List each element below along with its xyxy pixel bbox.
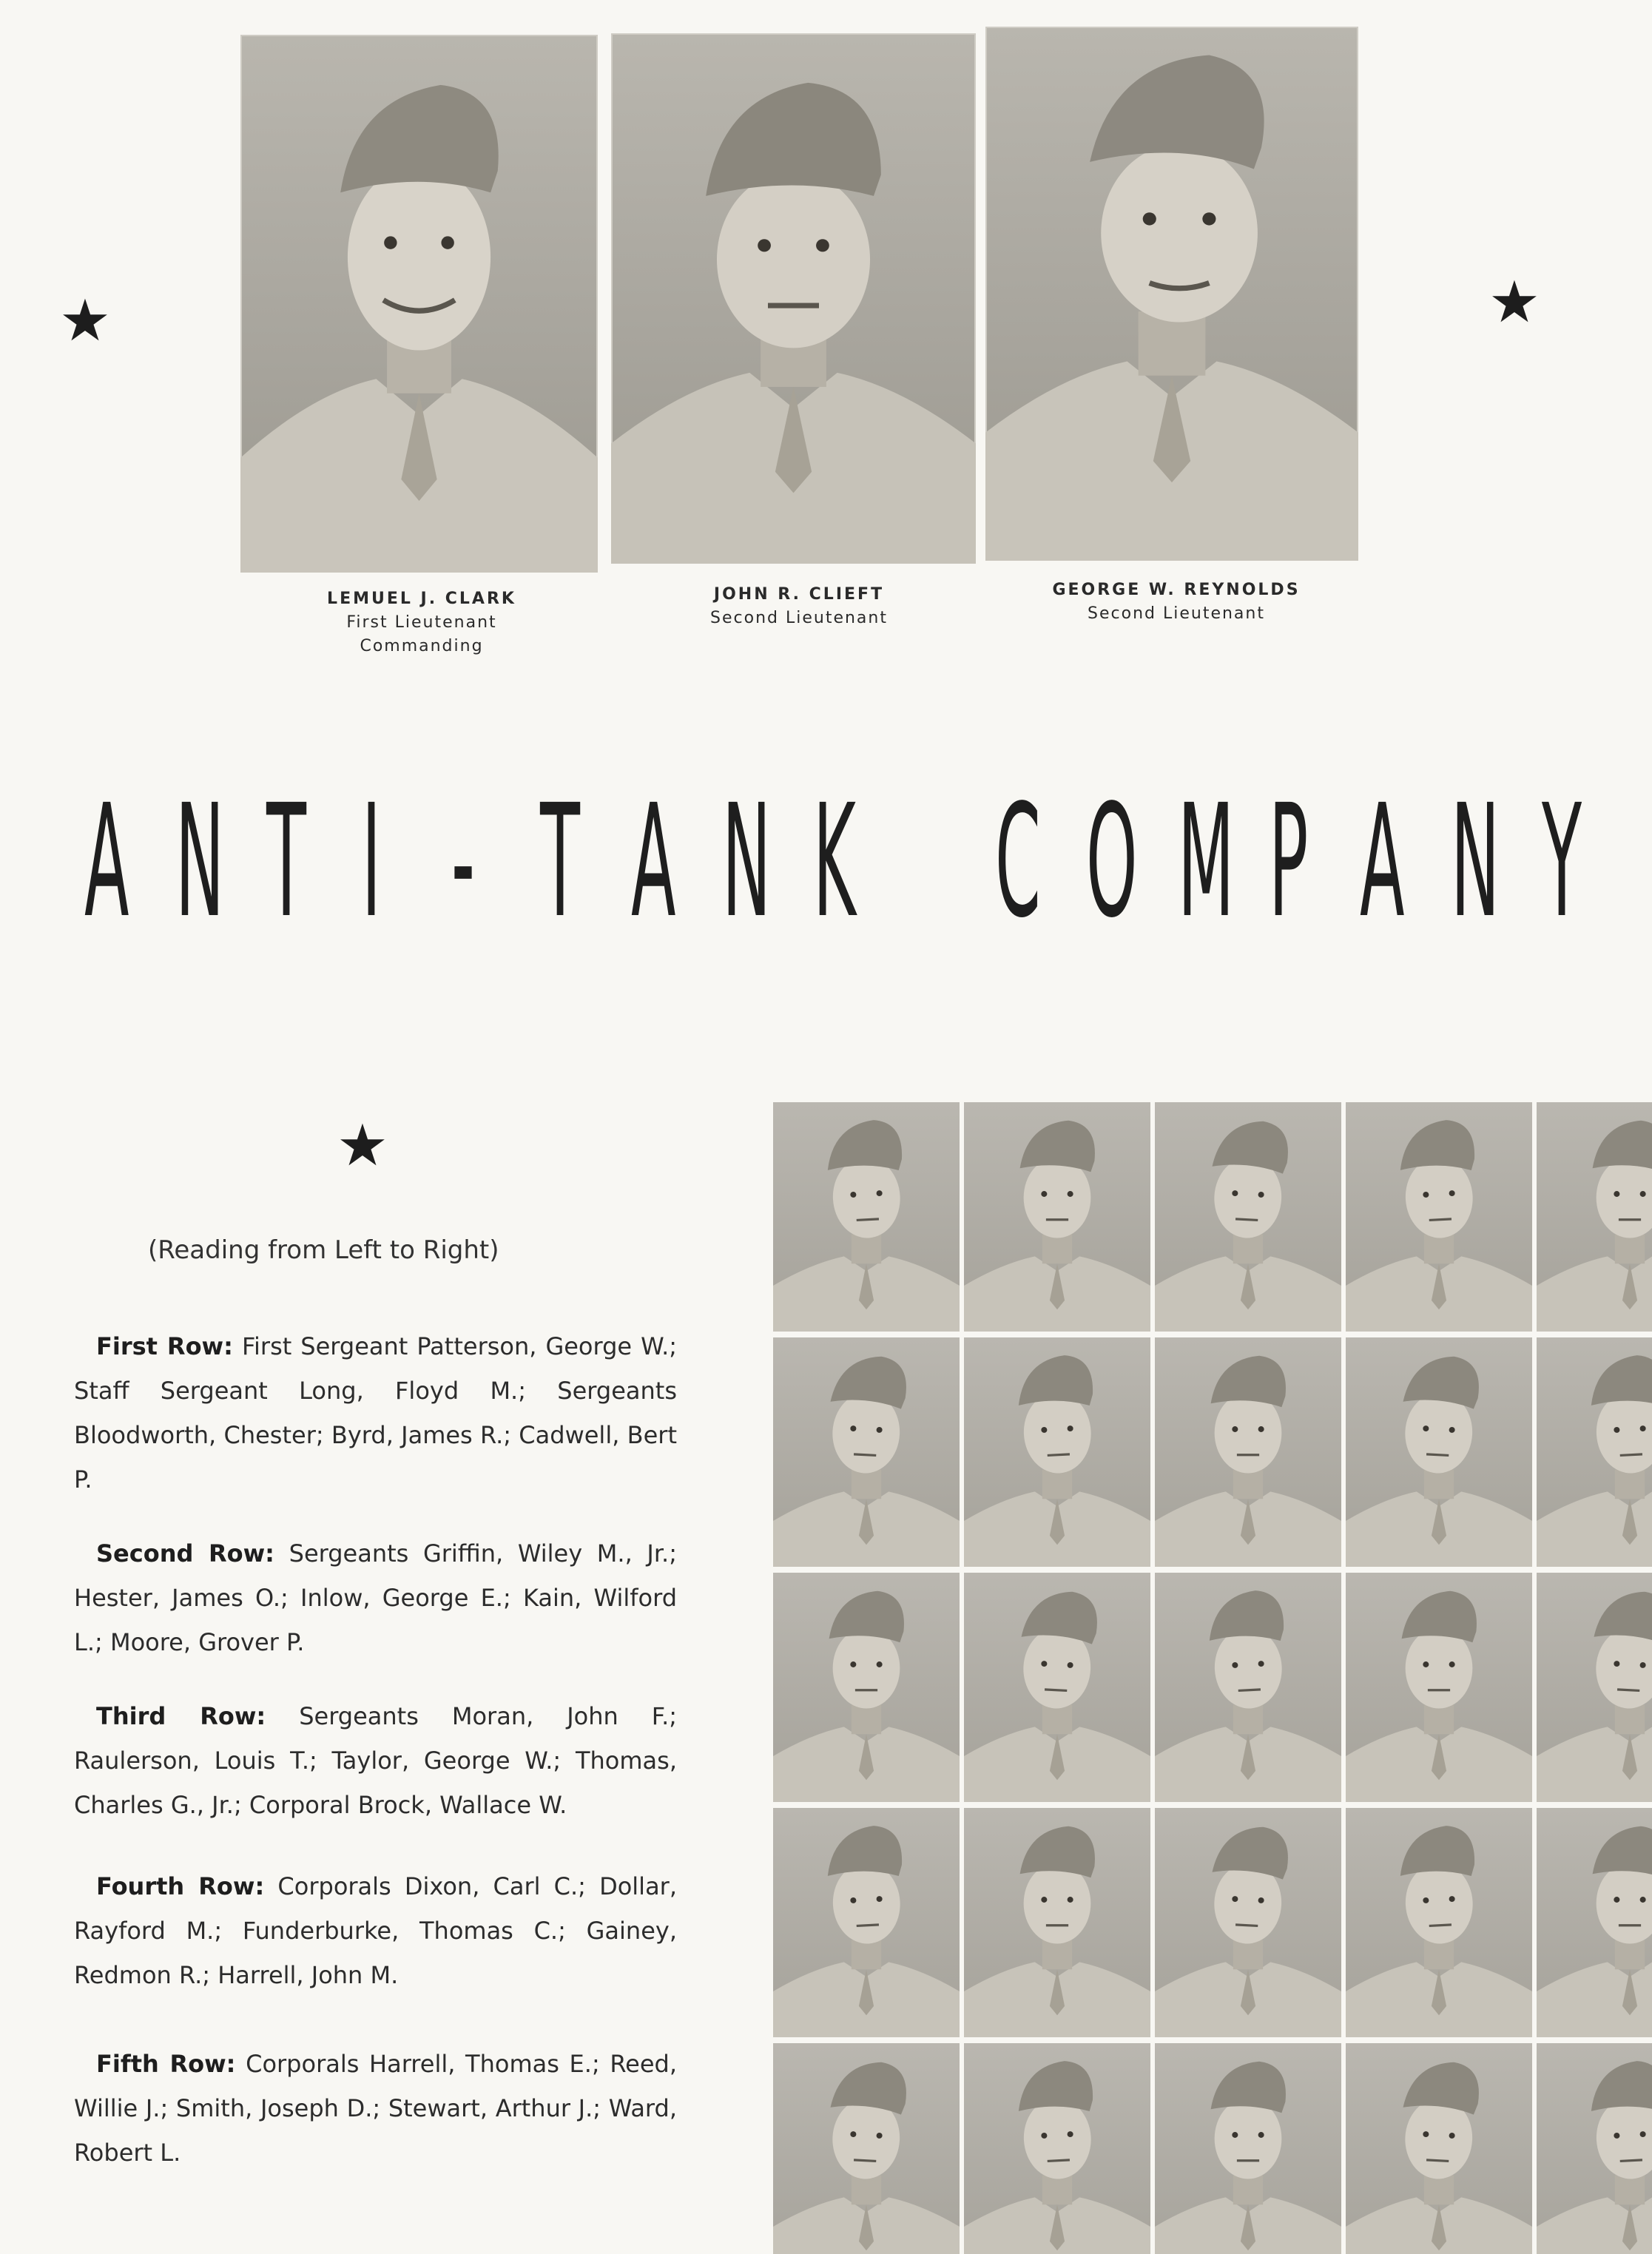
title-letter: -: [451, 771, 475, 952]
title-letter: M: [1177, 771, 1234, 952]
soldier-portrait-icon: [964, 1808, 1150, 2037]
enlisted-portrait: [773, 2043, 960, 2254]
officer-rank: First Lieutenant: [346, 613, 497, 632]
row-label: First Row:: [96, 1332, 233, 1360]
title-letter: Y: [1542, 771, 1582, 952]
soldier-portrait-icon: [1155, 1102, 1341, 1332]
soldier-portrait-icon: [773, 1808, 960, 2037]
officer-portrait-reynolds: [985, 27, 1358, 561]
roster-second-row: [74, 1531, 677, 1664]
enlisted-portrait: [1346, 1573, 1532, 1802]
enlisted-portrait: [1346, 1102, 1532, 1332]
enlisted-portrait: [964, 1337, 1150, 1567]
enlisted-portrait: [1537, 1573, 1652, 1802]
title-letter: T: [539, 771, 580, 952]
title-letter: A: [84, 771, 129, 952]
soldier-portrait-icon: [964, 1102, 1150, 1332]
soldier-portrait-icon: [1537, 1337, 1652, 1567]
enlisted-portrait: [773, 1808, 960, 2037]
soldier-portrait-icon: [240, 35, 598, 573]
enlisted-portrait: [773, 1337, 960, 1567]
enlisted-portrait: [1155, 1337, 1341, 1567]
enlisted-portrait: [1537, 1337, 1652, 1567]
soldier-portrait-icon: [1346, 1337, 1532, 1567]
officer-portrait-clark: [240, 35, 598, 573]
soldier-portrait-icon: [1155, 1337, 1341, 1567]
title-letter: C: [995, 771, 1041, 952]
officer-rank: Second Lieutenant: [1088, 604, 1265, 623]
enlisted-portrait: [773, 1573, 960, 1802]
soldier-portrait-icon: [1346, 1102, 1532, 1332]
enlisted-portrait: [1537, 1102, 1652, 1332]
officer-caption-clieft: [666, 583, 932, 630]
title-letter: P: [1268, 771, 1308, 952]
soldier-portrait-icon: [773, 1573, 960, 1802]
soldier-portrait-icon: [985, 27, 1358, 561]
star-icon: ★: [1489, 269, 1540, 336]
officer-rank: Second Lieutenant: [710, 609, 888, 627]
soldier-portrait-icon: [1155, 2043, 1341, 2254]
officer-caption-reynolds: [1028, 578, 1324, 626]
enlisted-photo-grid: [773, 1102, 1652, 2254]
officer-name: JOHN R. CLIEFT: [713, 585, 885, 604]
enlisted-portrait: [1346, 1808, 1532, 2037]
page-title: [65, 771, 1589, 952]
title-letter: I: [362, 771, 382, 952]
enlisted-portrait: [1346, 2043, 1532, 2254]
officer-name: LEMUEL J. CLARK: [327, 590, 516, 608]
row-label: Second Row:: [96, 1539, 274, 1568]
soldier-portrait-icon: [1346, 2043, 1532, 2254]
title-letter: N: [175, 771, 225, 952]
soldier-portrait-icon: [964, 2043, 1150, 2254]
row-label: Fifth Row:: [96, 2050, 236, 2078]
enlisted-portrait: [964, 1573, 1150, 1802]
title-letter: O: [1086, 771, 1138, 952]
title-space: [904, 777, 932, 947]
soldier-portrait-icon: [1346, 1573, 1532, 1802]
soldier-portrait-icon: [1537, 1573, 1652, 1802]
star-icon: ★: [59, 288, 111, 354]
row-names: Corporals Harrell, Thomas E.; Reed, Willie J.; Smith, Joseph D.; Stewart, Arthur J.; Ward, Robert L.: [74, 2050, 678, 2167]
roster-third-row: [74, 1694, 677, 1827]
soldier-portrait-icon: [611, 33, 976, 564]
officer-name: GEORGE W. REYNOLDS: [1052, 581, 1301, 599]
soldier-portrait-icon: [964, 1573, 1150, 1802]
soldier-portrait-icon: [1537, 2043, 1652, 2254]
enlisted-portrait: [1155, 1808, 1341, 2037]
enlisted-portrait: [1537, 1808, 1652, 2037]
roster-first-row: [74, 1324, 677, 1502]
enlisted-portrait: [964, 2043, 1150, 2254]
row-names: First Sergeant Patterson, George W.; Staff Sergeant Long, Floyd M.; Sergeants Bloodworth, Chester; Byrd, James R.; Cadwell, Bert P.: [74, 1332, 678, 1494]
row-names: Corporals Dixon, Carl C.; Dollar, Rayford M.; Funderburke, Thomas C.; Gainey, Redmon R.; Harrell, John M.: [74, 1872, 678, 1989]
enlisted-portrait: [964, 1808, 1150, 2037]
title-letter: N: [721, 771, 771, 952]
title-letter: A: [1359, 771, 1405, 952]
star-icon: ★: [337, 1113, 388, 1179]
officer-caption-clark: [289, 587, 555, 658]
row-label: Third Row:: [96, 1702, 266, 1730]
row-names: Sergeants Griffin, Wiley M., Jr.; Hester, James O.; Inlow, George E.; Kain, Wilford L.; Moore, Grover P.: [74, 1539, 678, 1656]
soldier-portrait-icon: [773, 2043, 960, 2254]
reading-note: (Reading from Left to Right): [148, 1235, 499, 1265]
roster-fifth-row: [74, 2042, 677, 2175]
title-letter: T: [266, 771, 307, 952]
title-letter: N: [1450, 771, 1500, 952]
soldier-portrait-icon: [1155, 1808, 1341, 2037]
enlisted-portrait: [964, 1102, 1150, 1332]
officer-portrait-clieft: [611, 33, 976, 564]
enlisted-portrait: [1155, 1102, 1341, 1332]
enlisted-portrait: [1346, 1337, 1532, 1567]
soldier-portrait-icon: [1537, 1808, 1652, 2037]
soldier-portrait-icon: [773, 1102, 960, 1332]
soldier-portrait-icon: [773, 1337, 960, 1567]
roster-fourth-row: [74, 1864, 677, 1997]
enlisted-portrait: [1155, 1573, 1341, 1802]
officer-role: Commanding: [360, 637, 484, 655]
row-names: Sergeants Moran, John F.; Raulerson, Louis T.; Taylor, George W.; Thomas, Charles G., Jr.; Corporal Brock, Wallace W.: [74, 1702, 678, 1819]
enlisted-portrait: [1155, 2043, 1341, 2254]
row-label: Fourth Row:: [96, 1872, 265, 1900]
soldier-portrait-icon: [1537, 1102, 1652, 1332]
soldier-portrait-icon: [1155, 1573, 1341, 1802]
title-letter: K: [813, 771, 856, 952]
title-letter: A: [630, 771, 676, 952]
enlisted-portrait: [773, 1102, 960, 1332]
soldier-portrait-icon: [1346, 1808, 1532, 2037]
soldier-portrait-icon: [964, 1337, 1150, 1567]
enlisted-portrait: [1537, 2043, 1652, 2254]
